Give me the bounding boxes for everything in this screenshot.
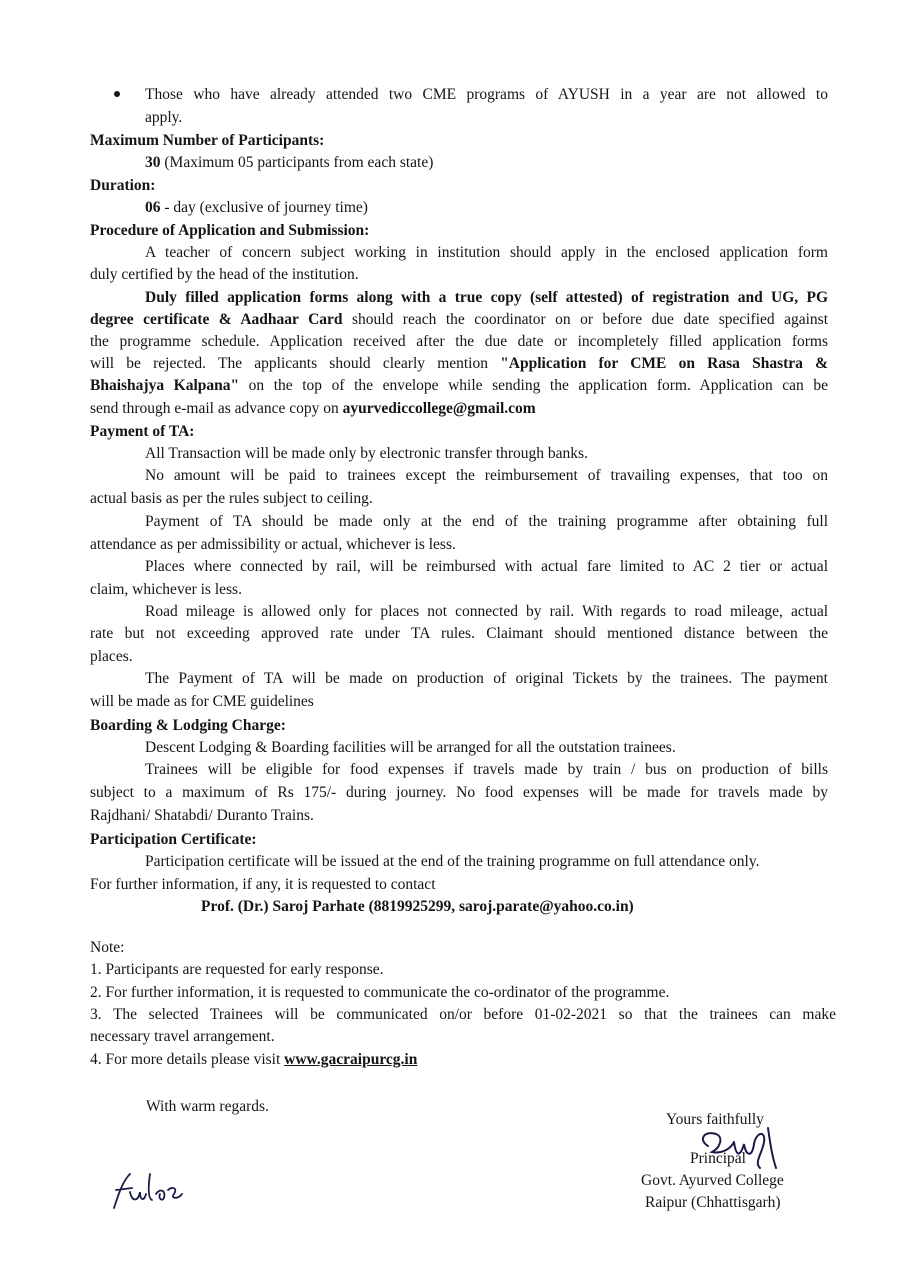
note-item-1: 1. Participants are requested for early response. <box>90 961 384 978</box>
ta-line-12: will be made as for CME guidelines <box>90 693 314 710</box>
ta-line-6: Places where connected by rail, will be reimbursed with actual fare limited to AC 2 tier or actual <box>145 558 828 575</box>
max-participants-number: 30 <box>145 154 161 171</box>
procedure-required-docs: degree certificate & Aadhaar Card <box>90 311 343 328</box>
duration-number: 06 <box>145 199 161 216</box>
boarding-line-1: Descent Lodging & Boarding facilities will be arranged for all the outstation trainees. <box>145 739 676 756</box>
ta-line-3: actual basis as per the rules subject to ceiling. <box>90 490 373 507</box>
ta-line-7: claim, whichever is less. <box>90 581 242 598</box>
ta-line-9: rate but not exceeding approved rate under TA rules. Claimant should mentioned distance between the <box>90 625 828 642</box>
procedure-p2-line-4 <box>90 354 828 374</box>
max-participants-heading: Maximum Number of Participants: <box>90 132 325 149</box>
bullet-icon <box>114 91 120 97</box>
note-heading: Note: <box>90 939 125 956</box>
boarding-heading: Boarding & Lodging Charge: <box>90 717 286 734</box>
duration-heading: Duration: <box>90 177 156 194</box>
procedure-mention-text: will be rejected. The applicants should clearly mention <box>90 355 501 372</box>
ta-line-5: attendance as per admissibility or actual, whichever is less. <box>90 536 456 553</box>
warm-regards: With warm regards. <box>146 1098 269 1115</box>
procedure-envelope-title-1: "Application for CME on Rasa Shastra & <box>500 355 828 372</box>
procedure-email-intro: send through e-mail as advance copy on <box>90 400 343 417</box>
procedure-envelope-title-2: Bhaishajya Kalpana" <box>90 377 240 394</box>
principal-title: Principal <box>690 1150 746 1167</box>
ta-line-2: No amount will be paid to trainees except the reimbursement of travailing expenses, that too on <box>145 467 828 484</box>
procedure-p1-line-2: duly certified by the head of the institution. <box>90 266 359 283</box>
procedure-p2-line-1: Duly filled application forms along with a true copy (self attested) of registration and UG, PG <box>145 289 828 306</box>
bullet-text-line-2: apply. <box>145 109 183 126</box>
procedure-p2-line-6 <box>90 399 536 419</box>
contact-person: Prof. (Dr.) Saroj Parhate (8819925299, saroj.parate@yahoo.co.in) <box>201 898 634 915</box>
max-participants-detail: (Maximum 05 participants from each state) <box>160 154 434 171</box>
procedure-p2-line-5 <box>90 376 828 396</box>
procedure-p2-line-3: the programme schedule. Application received after the due date or incompletely filled application forms <box>90 333 828 350</box>
college-place: Raipur (Chhattisgarh) <box>645 1194 781 1211</box>
handwritten-initials <box>108 1168 188 1214</box>
ta-heading: Payment of TA: <box>90 423 195 440</box>
note-item-2: 2. For further information, it is requested to communicate the co-ordinator of the programme. <box>90 984 670 1001</box>
certificate-heading: Participation Certificate: <box>90 831 257 848</box>
certificate-line-2: For further information, if any, it is requested to contact <box>90 876 436 893</box>
procedure-envelope-text: on the top of the envelope while sending the application form. Application can be <box>239 377 828 394</box>
ta-line-10: places. <box>90 648 133 665</box>
max-participants-value <box>145 153 433 173</box>
bullet-text-line-1: Those who have already attended two CME programs of AYUSH in a year are not allowed to <box>145 86 828 103</box>
website-link[interactable]: www.gacraipurcg.in <box>284 1051 418 1068</box>
yours-faithfully: Yours faithfully <box>666 1111 764 1128</box>
boarding-line-4: Rajdhani/ Shatabdi/ Duranto Trains. <box>90 807 314 824</box>
note-item-4 <box>90 1050 417 1070</box>
note-item-3-line-2: necessary travel arrangement. <box>90 1028 275 1045</box>
procedure-heading: Procedure of Application and Submission: <box>90 222 370 239</box>
ta-line-8: Road mileage is allowed only for places not connected by rail. With regards to road mileage, actual <box>145 603 828 620</box>
procedure-deadline-text: should reach the coordinator on or before due date specified against <box>342 311 829 328</box>
duration-detail: - day (exclusive of journey time) <box>160 199 368 216</box>
procedure-p2-line-2 <box>90 310 828 330</box>
boarding-line-3: subject to a maximum of Rs 175/- during journey. No food expenses will be made for travels made by <box>90 784 828 801</box>
note-item-3-line-1: 3. The selected Trainees will be communicated on/or before 01-02-2021 so that the trainees can make <box>90 1006 836 1023</box>
ta-line-11: The Payment of TA will be made on production of original Tickets by the trainees. The payment <box>145 670 828 687</box>
procedure-email: ayurvediccollege@gmail.com <box>342 400 536 417</box>
ta-line-1: All Transaction will be made only by electronic transfer through banks. <box>145 445 588 462</box>
boarding-line-2: Trainees will be eligible for food expenses if travels made by train / bus on production of bills <box>145 761 828 778</box>
ta-line-4: Payment of TA should be made only at the end of the training programme after obtaining full <box>145 513 828 530</box>
college-name: Govt. Ayurved College <box>641 1172 784 1189</box>
procedure-p1-line-1: A teacher of concern subject working in institution should apply in the enclosed application form <box>145 244 828 261</box>
note-item-4-text: 4. For more details please visit <box>90 1051 285 1068</box>
certificate-line-1: Participation certificate will be issued at the end of the training programme on full attendance only. <box>145 853 760 870</box>
duration-value <box>145 198 368 218</box>
